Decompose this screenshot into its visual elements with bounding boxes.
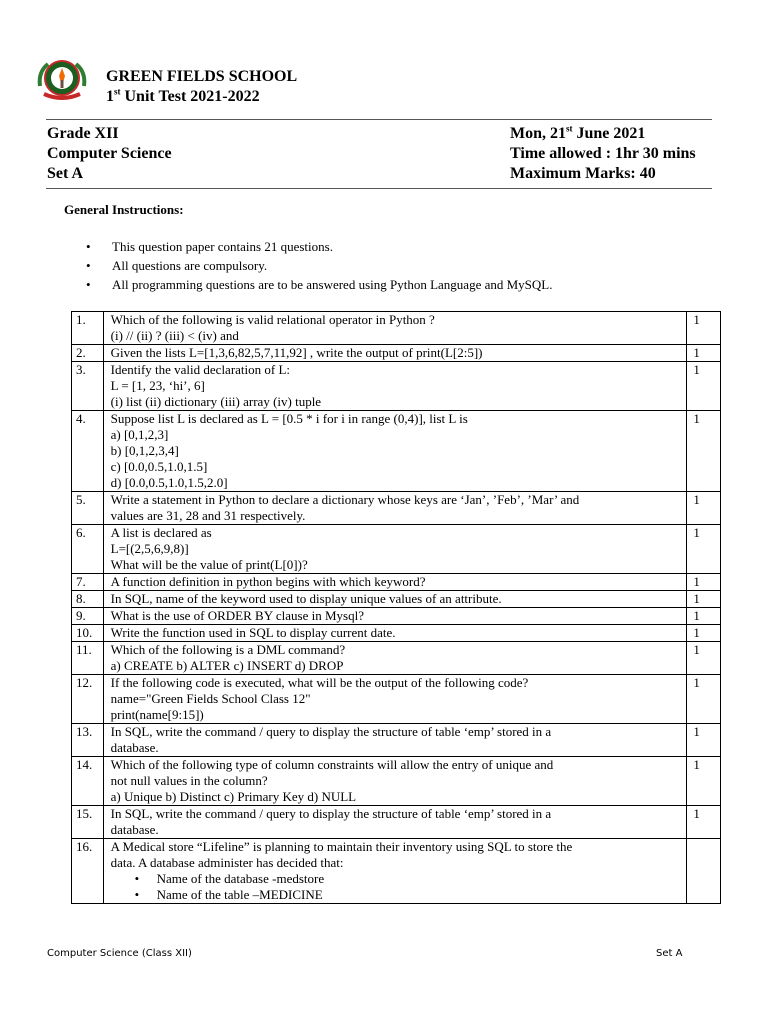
question-text (103, 839, 687, 904)
question-line: values are 31, 28 and 31 respectively. (110, 508, 306, 523)
question-number: 6. (72, 525, 104, 574)
question-line: Identify the valid declaration of L: (110, 362, 291, 377)
test-name: Unit Test 2021-2022 (120, 88, 260, 105)
question-number: 2. (72, 345, 104, 362)
question-line: Which of the following is a DML command? (110, 642, 346, 657)
question-bullet: • Name of the table –MEDICINE (111, 887, 683, 903)
question-row (72, 806, 721, 839)
question-line: In SQL, write the command / query to display the structure of table ‘emp’ stored in a (110, 724, 552, 739)
question-text (103, 757, 687, 806)
grade: Grade XII (47, 125, 119, 142)
question-row (72, 675, 721, 724)
question-marks: 1 (687, 525, 721, 574)
question-text (103, 675, 687, 724)
question-line: If the following code is executed, what will be the output of the following code? (110, 675, 529, 690)
exam-date (510, 124, 645, 144)
question-line: (i) // (ii) ? (iii) < (iv) and (110, 328, 239, 343)
time-allowed: Time allowed : 1hr 30 mins (510, 145, 696, 162)
set: Set A (47, 165, 83, 182)
question-marks: 1 (687, 574, 721, 591)
question-marks: 1 (687, 608, 721, 625)
question-marks: 1 (687, 345, 721, 362)
question-line: d) [0.0,0.5,1.0,1.5,2.0] (110, 475, 228, 490)
question-text (103, 724, 687, 757)
question-line: database. (110, 822, 159, 837)
exam-date-prefix: Mon, 21 (510, 125, 566, 142)
question-marks: 1 (687, 312, 721, 345)
school-logo-emblem (34, 56, 90, 104)
question-number: 9. (72, 608, 104, 625)
question-number: 14. (72, 757, 104, 806)
question-row (72, 312, 721, 345)
instruction-item: • All programming questions are to be answered using Python Language and MySQL. (86, 275, 552, 294)
exam-date-rest: June 2021 (572, 125, 646, 142)
question-bullet: • Name of the database -medstore (111, 871, 683, 887)
footer-subject: Computer Science (Class XII) (47, 948, 192, 959)
question-marks: 1 (687, 492, 721, 525)
question-text (103, 806, 687, 839)
question-text (103, 312, 687, 345)
question-marks: 1 (687, 642, 721, 675)
question-marks: 1 (687, 362, 721, 411)
question-line: (i) list (ii) dictionary (iii) array (iv) tuple (110, 394, 322, 409)
question-text (103, 642, 687, 675)
question-line: c) [0.0,0.5,1.0,1.5] (110, 459, 208, 474)
question-line: print(name[9:15]) (110, 707, 204, 722)
question-number: 15. (72, 806, 104, 839)
question-row (72, 724, 721, 757)
question-line: What is the use of ORDER BY clause in Mysql? (110, 608, 364, 623)
footer-set: Set A (656, 948, 683, 959)
question-text (103, 492, 687, 525)
question-line: Given the lists L=[1,3,6,82,5,7,11,92] , write the output of print(L[2:5]) (110, 345, 483, 360)
questions-table (71, 311, 721, 904)
question-number: 3. (72, 362, 104, 411)
question-row (72, 608, 721, 625)
divider-bottom (46, 188, 712, 189)
question-row (72, 525, 721, 574)
question-marks: 1 (687, 757, 721, 806)
question-line: Which of the following is valid relational operator in Python ? (110, 312, 435, 327)
question-line: a) CREATE b) ALTER c) INSERT d) DROP (110, 658, 344, 673)
question-marks: 1 (687, 724, 721, 757)
question-line: a) [0,1,2,3] (110, 427, 169, 442)
instructions-list (86, 237, 552, 294)
question-row (72, 492, 721, 525)
question-line: Suppose list L is declared as L = [0.5 * i for i in range (0,4)], list L is (110, 411, 468, 426)
question-line: Which of the following type of column constraints will allow the entry of unique and (110, 757, 554, 772)
question-text (103, 625, 687, 642)
instruction-item: • This question paper contains 21 questions. (86, 237, 552, 256)
school-name: GREEN FIELDS SCHOOL (106, 68, 298, 85)
question-marks: 1 (687, 625, 721, 642)
question-line: L=[(2,5,6,9,8)] (110, 541, 189, 556)
question-line: Write a statement in Python to declare a dictionary whose keys are ‘Jan’, ’Feb’, ’Mar’ and (110, 492, 580, 507)
question-line: b) [0,1,2,3,4] (110, 443, 179, 458)
question-line: a) Unique b) Distinct c) Primary Key d) NULL (110, 789, 357, 804)
divider-top (46, 119, 712, 120)
question-line: A function definition in python begins with which keyword? (110, 574, 426, 589)
question-row (72, 642, 721, 675)
question-text (103, 591, 687, 608)
maximum-marks: Maximum Marks: 40 (510, 165, 656, 182)
question-number: 7. (72, 574, 104, 591)
question-line: not null values in the column? (110, 773, 268, 788)
question-line: What will be the value of print(L[0])? (110, 557, 308, 572)
question-row (72, 757, 721, 806)
question-number: 10. (72, 625, 104, 642)
question-line: data. A database administer has decided that: (110, 855, 344, 870)
question-marks (687, 839, 721, 904)
question-number: 11. (72, 642, 104, 675)
question-line: In SQL, write the command / query to display the structure of table ‘emp’ stored in a (110, 806, 552, 821)
question-number: 5. (72, 492, 104, 525)
question-text (103, 525, 687, 574)
test-title (106, 88, 260, 106)
question-row (72, 345, 721, 362)
questions-body (72, 312, 721, 904)
question-row (72, 411, 721, 492)
question-row (72, 625, 721, 642)
question-line: Write the function used in SQL to display current date. (110, 625, 396, 640)
test-number: 1 (106, 88, 114, 105)
subject: Computer Science (47, 145, 172, 162)
question-number: 1. (72, 312, 104, 345)
question-text (103, 362, 687, 411)
question-line: L = [1, 23, ‘hi’, 6] (110, 378, 205, 393)
question-line: A list is declared as (110, 525, 212, 540)
question-row (72, 839, 721, 904)
question-marks: 1 (687, 806, 721, 839)
question-marks: 1 (687, 591, 721, 608)
question-number: 8. (72, 591, 104, 608)
question-line: In SQL, name of the keyword used to display unique values of an attribute. (110, 591, 502, 606)
question-text (103, 345, 687, 362)
question-number: 4. (72, 411, 104, 492)
question-row (72, 591, 721, 608)
question-number: 13. (72, 724, 104, 757)
question-marks: 1 (687, 411, 721, 492)
question-number: 16. (72, 839, 104, 904)
question-text (103, 574, 687, 591)
question-row (72, 574, 721, 591)
question-line: A Medical store “Lifeline” is planning to maintain their inventory using SQL to store the (110, 839, 573, 854)
question-row (72, 362, 721, 411)
exam-date-ordinal: st (566, 123, 573, 134)
instructions-title: General Instructions: (64, 202, 184, 217)
question-text (103, 411, 687, 492)
question-line: name="Green Fields School Class 12" (110, 691, 311, 706)
question-marks: 1 (687, 675, 721, 724)
test-ordinal: st (114, 86, 121, 97)
question-text (103, 608, 687, 625)
question-line: database. (110, 740, 159, 755)
question-number: 12. (72, 675, 104, 724)
instruction-item: • All questions are compulsory. (86, 256, 552, 275)
